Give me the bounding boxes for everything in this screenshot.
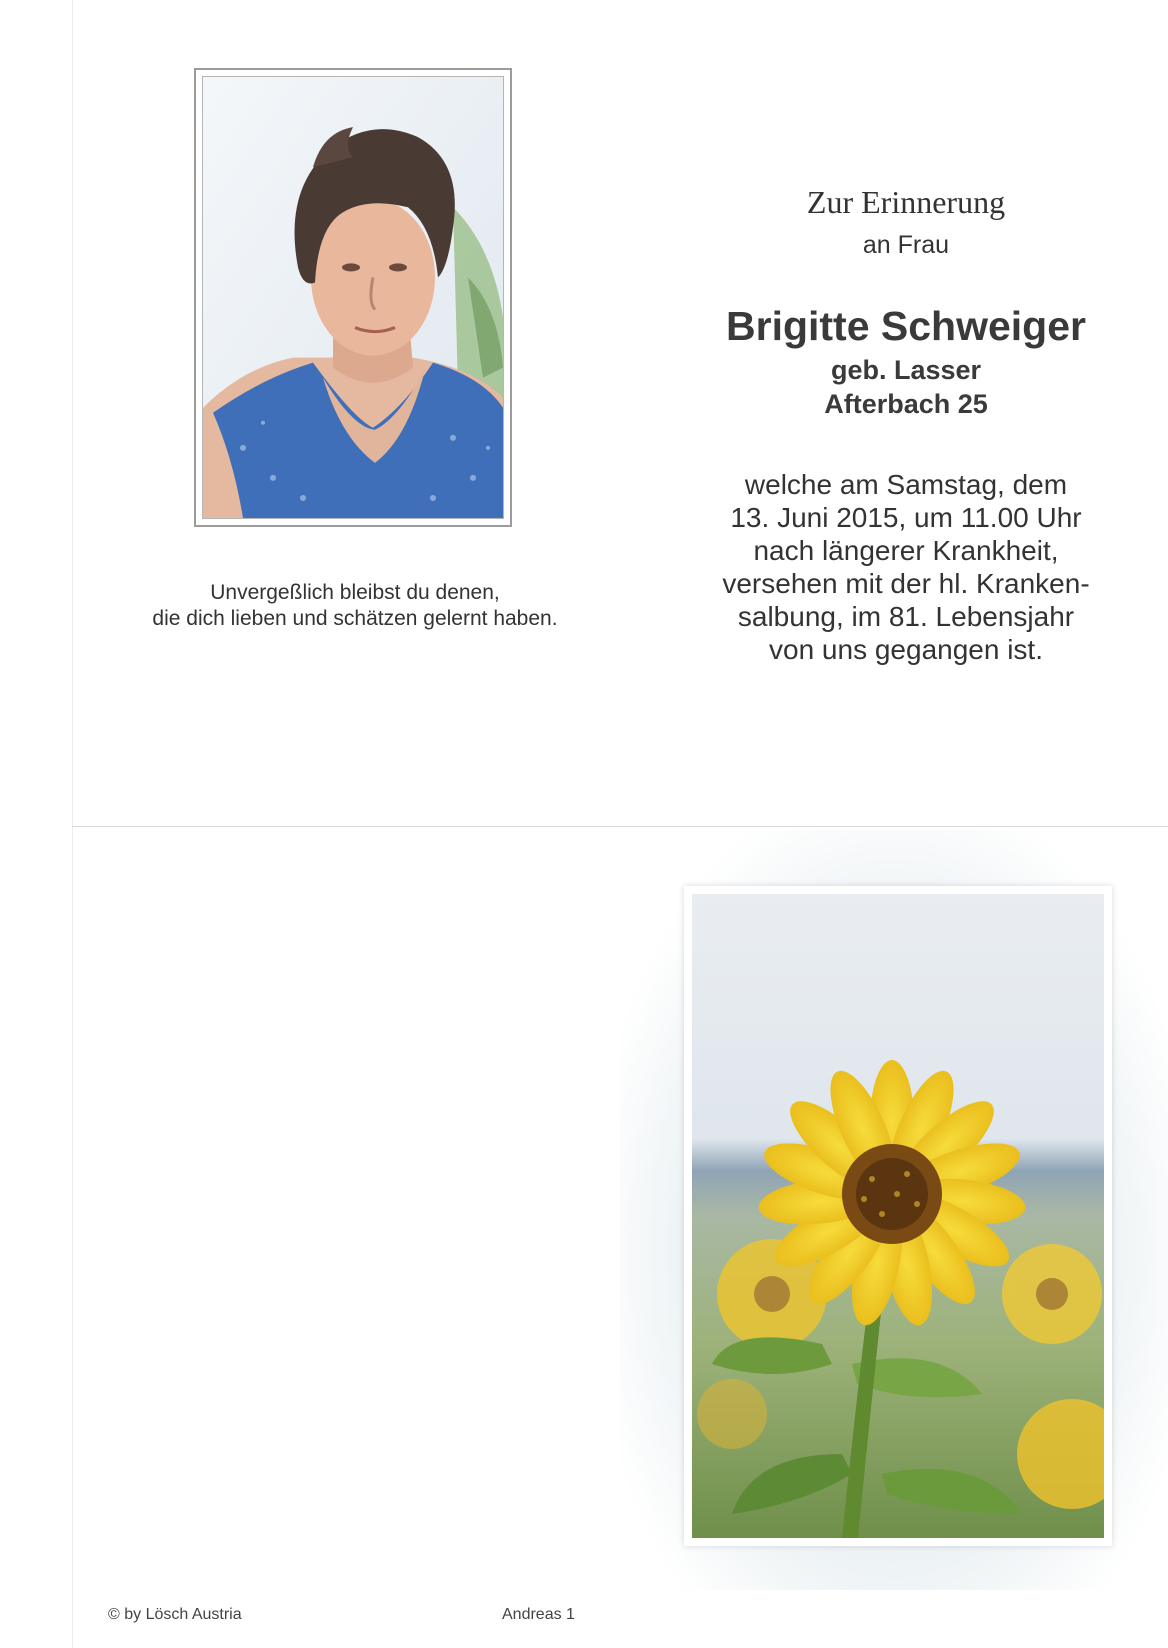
fold-line <box>72 826 1168 827</box>
design-name: Andreas 1 <box>502 1606 575 1623</box>
caption-line-1: Unvergeßlich bleibst du denen, <box>210 581 500 604</box>
sunflower-photo <box>692 894 1104 1538</box>
address: Afterbach 25 <box>824 389 988 419</box>
birth-name: geb. Lasser <box>830 355 982 385</box>
copyright-text: © by Lösch Austria <box>108 1606 242 1623</box>
memorial-body-line: 13. Juni 2015, um 11.00 Uhr <box>730 502 1082 533</box>
memorial-body-line: nach längerer Krankheit, <box>753 535 1059 566</box>
portrait-illustration <box>203 77 503 518</box>
page-edge <box>72 0 73 1648</box>
memorial-salutation: an Frau <box>862 231 950 259</box>
memorial-body-line: welche am Samstag, dem <box>744 469 1068 500</box>
sunflower-frame <box>684 886 1112 1546</box>
memorial-body-line: von uns gegangen ist. <box>769 634 1043 665</box>
portrait-photo <box>202 76 504 519</box>
deceased-name: Brigitte Schweiger <box>726 303 1086 349</box>
memorial-body-line: versehen mit der hl. Kranken- <box>722 568 1090 599</box>
memorial-heading: Zur Erinnerung <box>806 184 1006 220</box>
memorial-body-line: salbung, im 81. Lebensjahr <box>737 601 1075 632</box>
portrait-frame <box>194 68 512 527</box>
sunflower-illustration <box>692 894 1104 1538</box>
caption-line-2: die dich lieben und schätzen gelernt haben. <box>152 607 558 630</box>
